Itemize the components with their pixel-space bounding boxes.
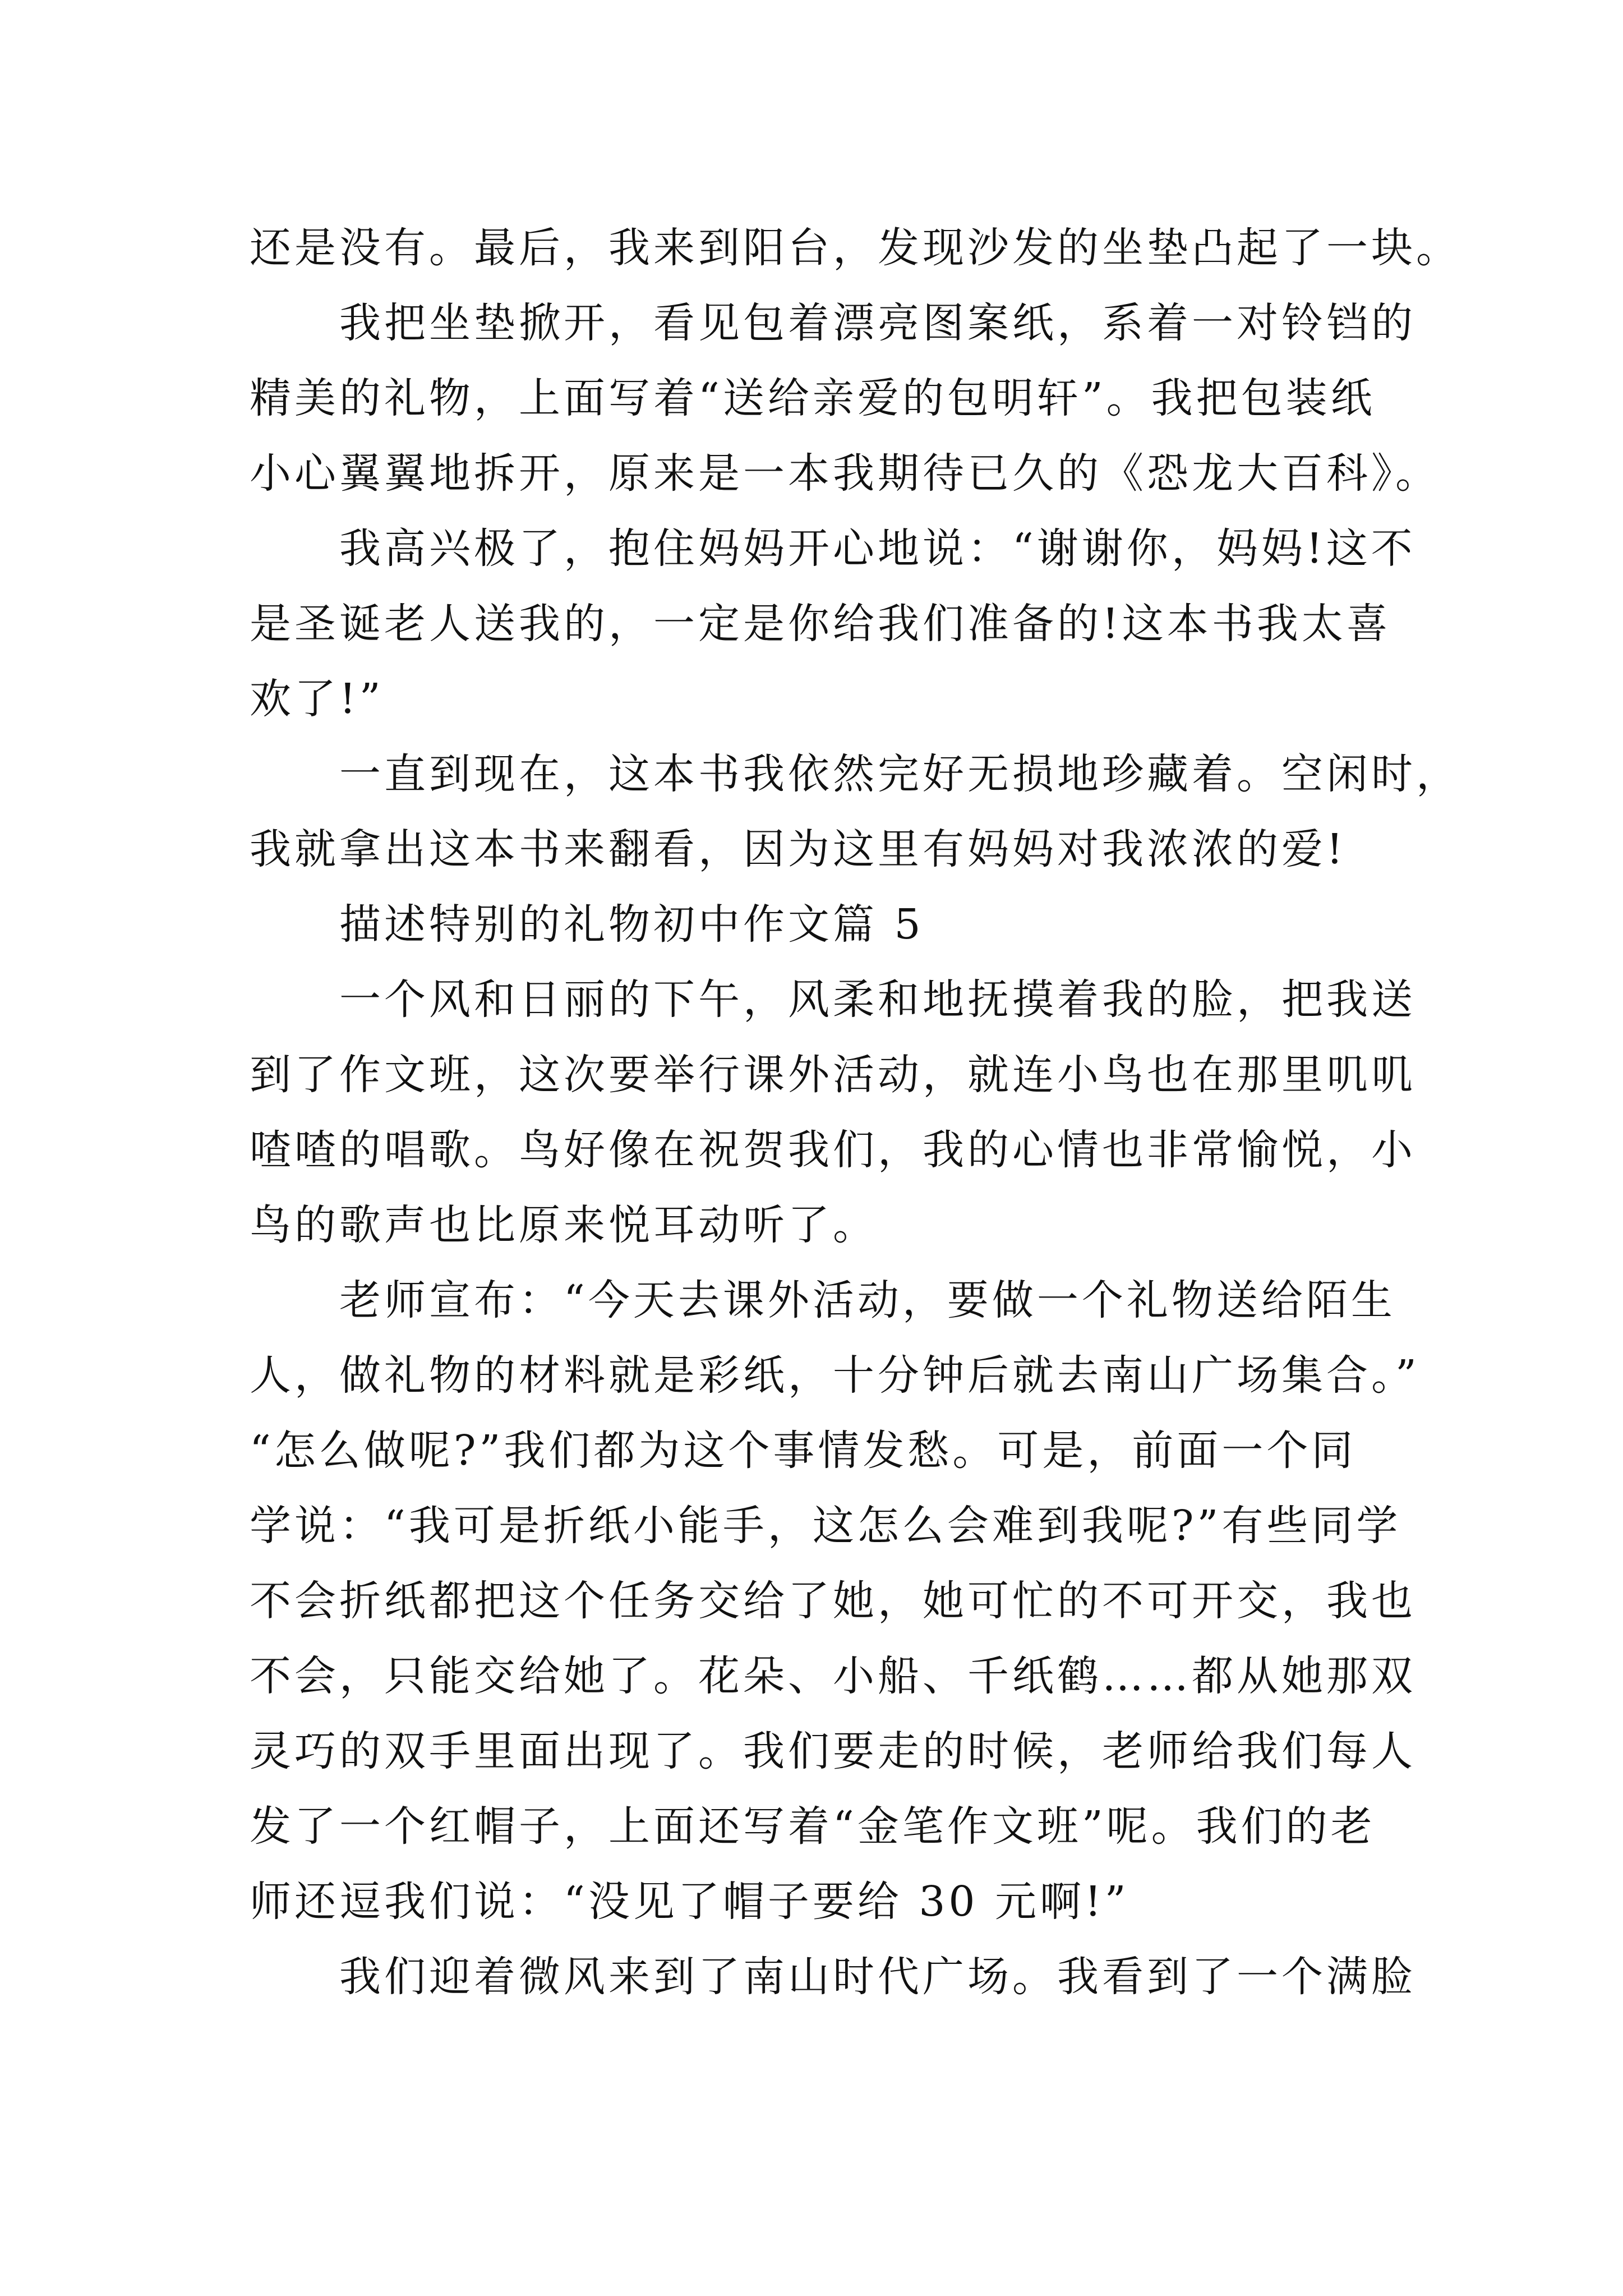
text-line-20: 不会，只能交给她了。花朵、小船、千纸鹤……都从她那双: [250, 1652, 1416, 1700]
text-line-19: 不会折纸都把这个任务交给了她，她可忙的不可开交，我也: [250, 1577, 1416, 1625]
text-line-23: 师还逗我们说：“没见了帽子要给 30 元啊!”: [250, 1878, 1129, 1926]
text-line-11: 一个风和日丽的下午，风柔和地抚摸着我的脸，把我送: [339, 976, 1416, 1024]
text-line-1: 还是没有。最后，我来到阳台，发现沙发的坐垫凸起了一块。: [250, 224, 1461, 272]
text-line-14: 鸟的歌声也比原来悦耳动听了。: [250, 1201, 878, 1249]
text-line-12: 到了作文班，这次要举行课外活动，就连小鸟也在那里叽叽: [250, 1051, 1416, 1099]
text-line-13: 喳喳的唱歌。鸟好像在祝贺我们，我的心情也非常愉悦，小: [250, 1126, 1416, 1174]
text-line-17: “怎么做呢?”我们都为这个事情发愁。可是，前面一个同: [250, 1427, 1357, 1475]
text-line-8: 一直到现在，这本书我依然完好无损地珍藏着。空闲时，: [339, 750, 1461, 798]
text-line-9: 我就拿出这本书来翻看，因为这里有妈妈对我浓浓的爱!: [250, 825, 1347, 873]
text-line-7: 欢了!”: [250, 675, 384, 723]
text-line-24: 我们迎着微风来到了南山时代广场。我看到了一个满脸: [339, 1953, 1416, 2001]
text-line-16: 人，做礼物的材料就是彩纸，十分钟后就去南山广场集合。”: [250, 1351, 1420, 1400]
body-text: [250, 210, 1461, 2014]
text-line-5: 我高兴极了，抱住妈妈开心地说：“谢谢你，妈妈!这不: [339, 524, 1416, 573]
text-line-18: 学说：“我可是折纸小能手，这怎么会难到我呢?”有些同学: [250, 1502, 1401, 1550]
text-line-4: 小心翼翼地拆开，原来是一本我期待已久的《恐龙大百科》。: [250, 449, 1440, 498]
text-line-21: 灵巧的双手里面出现了。我们要走的时候，老师给我们每人: [250, 1727, 1416, 1775]
text-line-22: 发了一个红帽子，上面还写着“金笔作文班”呢。我们的老: [250, 1802, 1376, 1851]
section-heading: 描述特别的礼物初中作文篇 5: [339, 900, 924, 949]
text-line-3: 精美的礼物，上面写着“送给亲爱的包明轩”。我把包装纸: [250, 374, 1376, 422]
text-line-6: 是圣诞老人送我的，一定是你给我们准备的!这本书我太喜: [250, 600, 1391, 648]
text-line-15: 老师宣布：“今天去课外活动，要做一个礼物送给陌生: [339, 1276, 1396, 1324]
text-line-2: 我把坐垫掀开，看见包着漂亮图案纸，系着一对铃铛的: [339, 299, 1416, 347]
